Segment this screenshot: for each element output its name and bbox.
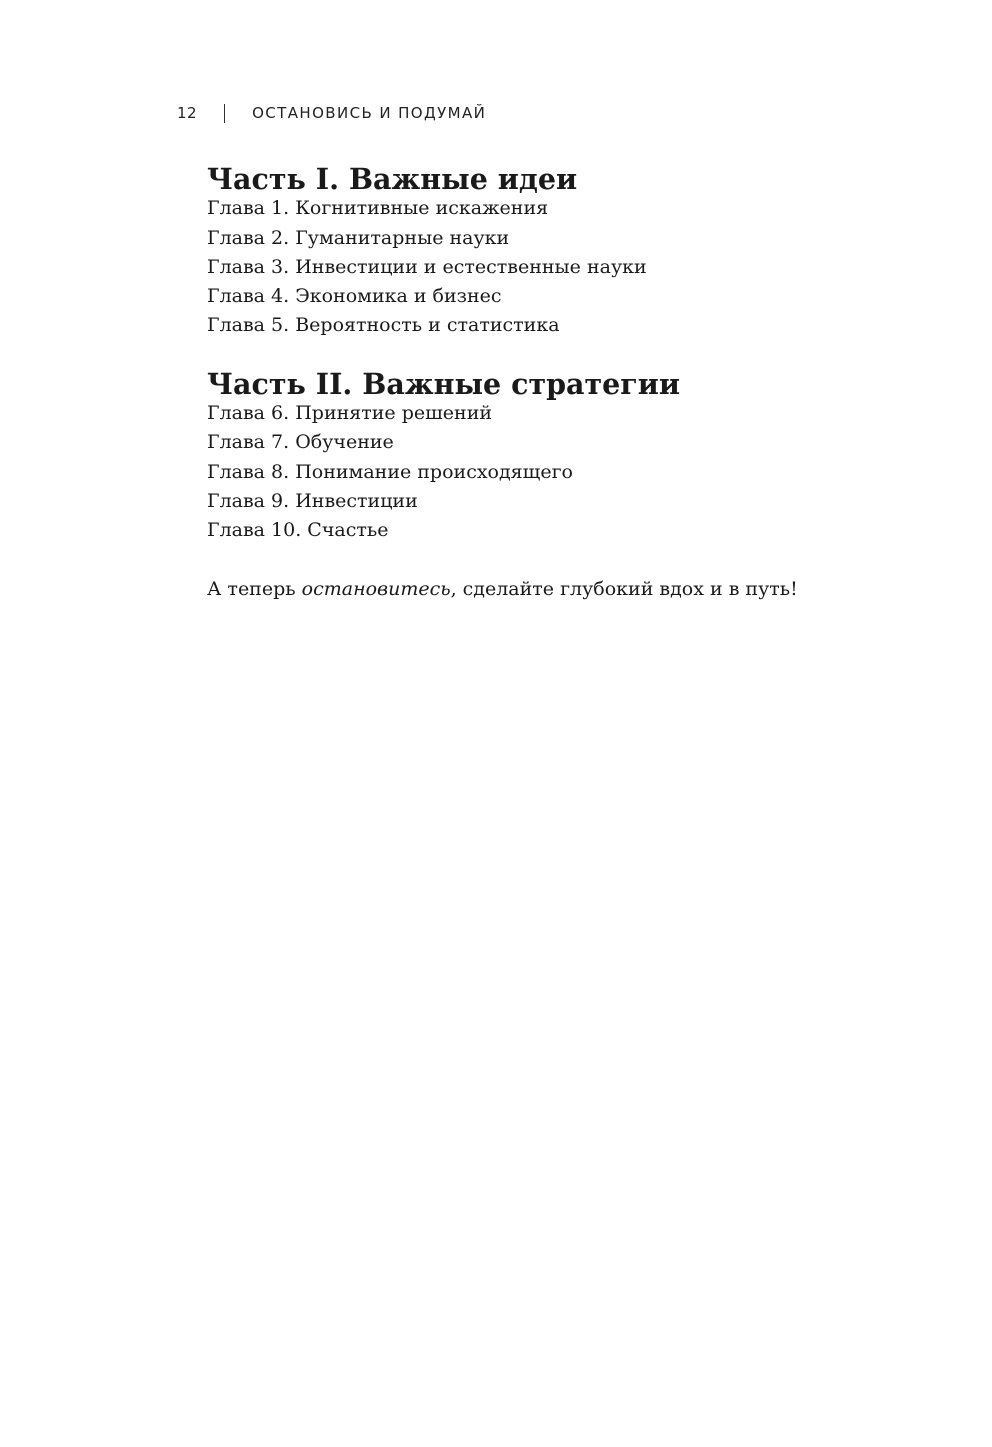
chapter-7: Глава 7. Обучение [207, 431, 394, 454]
chapter-10: Глава 10. Счастье [207, 519, 389, 542]
chapter-9: Глава 9. Инвестиции [207, 489, 418, 512]
chapter-2: Глава 2. Гуманитарные науки [207, 226, 510, 249]
chapter-6: Глава 6. Принятие решений [207, 402, 493, 425]
chapter-5: Глава 5. Вероятность и статистика [207, 314, 560, 337]
closing-sentence [207, 575, 847, 604]
running-head [177, 101, 486, 125]
closing-text-after: , сделайте глубокий вдох и в путь! [450, 577, 798, 600]
header-divider [224, 104, 225, 123]
closing-emphasis: остановитесь [301, 577, 451, 600]
part-1-heading: Часть I. Важные идеи [207, 162, 578, 196]
chapter-4: Глава 4. Экономика и бизнес [207, 285, 502, 308]
part-2-chapter-list [207, 399, 847, 545]
part-2-heading: Часть II. Важные стратегии [207, 366, 681, 401]
page-number: 12 [177, 104, 198, 122]
chapter-8: Глава 8. Понимание происходящего [207, 460, 573, 483]
chapter-1: Глава 1. Когнитивные искажения [207, 197, 549, 220]
part-2 [207, 366, 847, 546]
chapter-3: Глава 3. Инвестиции и естественные науки [207, 255, 647, 278]
part-1 [207, 162, 847, 341]
part-1-chapter-list [207, 194, 847, 340]
contents-section [207, 162, 847, 604]
closing-text-before: А теперь [207, 577, 302, 600]
book-title: ОСТАНОВИСЬ И ПОДУМАЙ [252, 104, 487, 122]
